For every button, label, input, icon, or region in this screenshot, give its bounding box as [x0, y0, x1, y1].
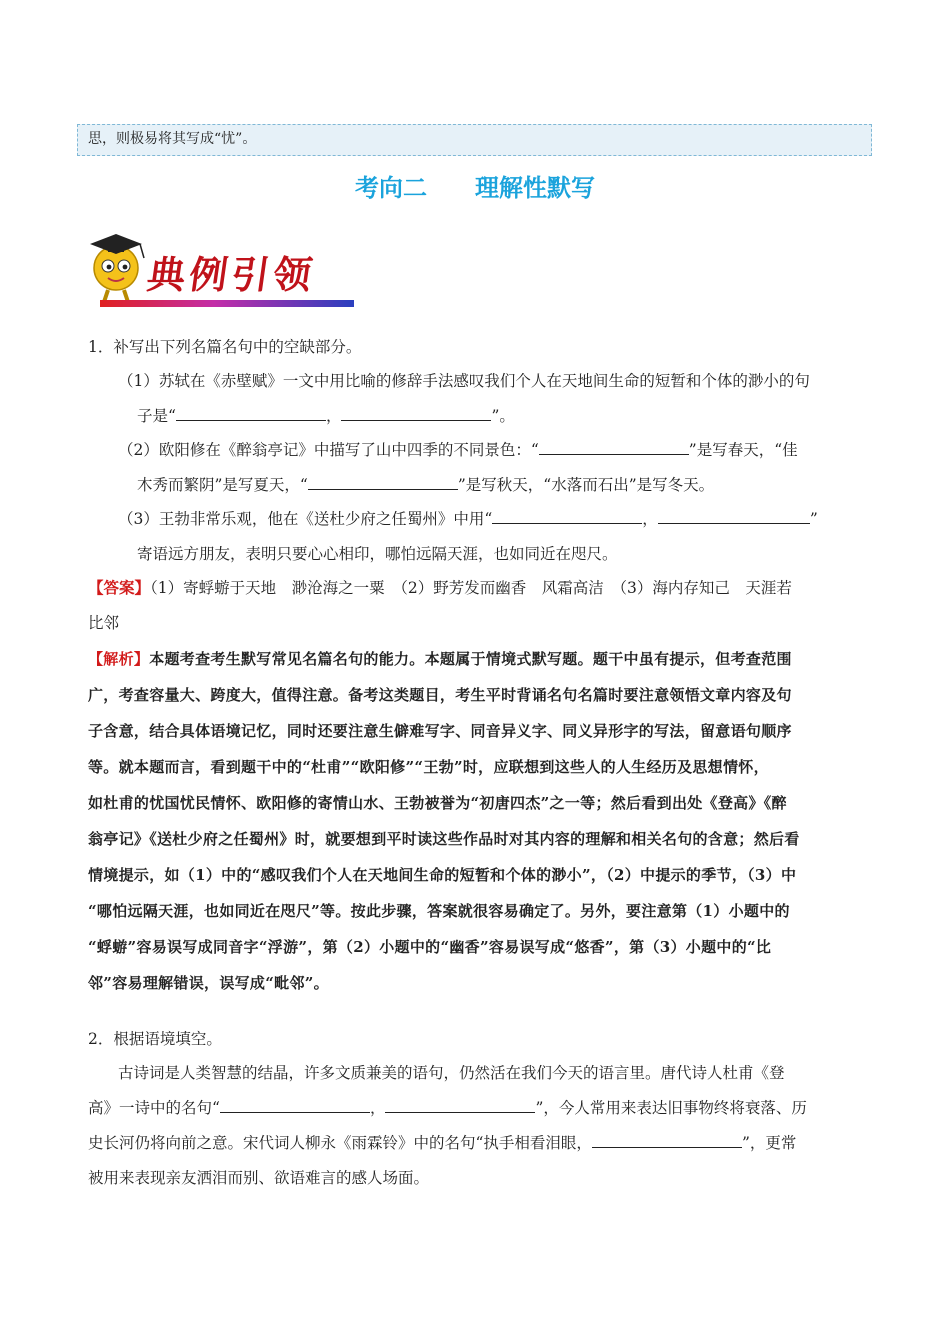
analysis-line: “蜉蝣”容易误写成同音字“浮游”，第（2）小题中的“幽香”容易误写成“悠香”，第（3）小题中的“比 — [88, 938, 772, 956]
q1-s2-line1: （2）欧阳修在《醉翁亭记》中描写了山中四季的不同景色：“ ”是写春天，“佳 — [118, 441, 798, 459]
analysis-line: 如杜甫的忧国忧民情怀、欧阳修的寄情山水、王勃被誉为“初唐四杰”之一等；然后看到出处《登高》《醉 — [88, 794, 787, 812]
blank[interactable] — [539, 440, 689, 455]
blank[interactable] — [492, 509, 642, 524]
analysis-label: 【解析】 — [88, 650, 150, 668]
q2-stem: 2．根据语境填空。 — [88, 1030, 222, 1048]
analysis-line: 子含意，结合具体语境记忆，同时还要注意生僻难写字、同音异义字、同义异形字的写法，留意语句顺序 — [88, 722, 792, 740]
note-box — [77, 124, 872, 156]
blank[interactable] — [658, 509, 810, 524]
analysis-line: 等。就本题而言，看到题干中的“杜甫”“欧阳修”“王勃”时，应联想到这些人的人生经历及思想情怀， — [88, 758, 769, 776]
q1-s3-line2: 寄语远方朋友，表明只要心心相印，哪怕远隔天涯，也如同近在咫尺。 — [137, 545, 618, 563]
analysis-line: 【解析】本题考查考生默写常见名篇名句的能力。本题属于情境式默写题。题干中虽有提示，但考查范围 — [88, 650, 792, 668]
note-text: 思，则极易将其写成“忧”。 — [88, 131, 257, 147]
q1-s2-line2: 木秀而繁阴”是写夏天，“ ”是写秋天，“水落而石出”是写冬天。 — [137, 476, 715, 494]
blank[interactable] — [592, 1133, 742, 1148]
analysis-line: 广，考查容量大、跨度大，值得注意。备考这类题目，考生平时背诵名句名篇时要注意领悟文章内容及句 — [88, 686, 792, 704]
analysis-line: “哪怕远隔天涯，也如同近在咫尺”等。按此步骤，答案就很容易确定了。另外，要注意第（1）小题中的 — [88, 902, 790, 920]
q1-s1-line2: 子是“ ， ”。 — [137, 407, 515, 425]
q2-line2: 高》一诗中的名句“ ， ”，今人常用来表达旧事物终将衰落、历 — [88, 1099, 807, 1117]
q1-stem: 1．补写出下列名篇名句中的空缺部分。 — [88, 338, 362, 356]
blank[interactable] — [220, 1098, 370, 1113]
q1-s3-line1: （3）王勃非常乐观，他在《送杜少府之任蜀州》中用“ ， ” — [118, 510, 818, 528]
q1-s1-line1: （1）苏轼在《赤壁赋》一文中用比喻的修辞手法感叹我们个人在天地间生命的短暂和个体的渺小的句 — [118, 372, 810, 390]
blank[interactable] — [308, 475, 458, 490]
blank[interactable] — [385, 1098, 535, 1113]
q2-line3: 史长河仍将向前之意。宋代词人柳永《雨霖铃》中的名句“执手相看泪眼， ”，更常 — [88, 1134, 797, 1152]
banner-title: 典例引领 — [144, 252, 319, 297]
mascot-icon — [90, 234, 144, 302]
analysis-line: 情境提示，如（1）中的“感叹我们个人在天地间生命的短暂和个体的渺小”，（2）中提示的季节，（3）中 — [88, 866, 797, 884]
q2-line1: 古诗词是人类智慧的结晶，许多文质兼美的语句，仍然活在我们今天的语言里。唐代诗人杜甫《登 — [118, 1064, 785, 1082]
analysis-line: 翁亭记》《送杜少府之任蜀州》时，就要想到平时读这些作品时对其内容的理解和相关名句的含意；然后看 — [88, 830, 800, 848]
blank[interactable] — [341, 406, 491, 421]
blank[interactable] — [176, 406, 326, 421]
banner-underline — [100, 300, 354, 307]
answer-line2: 比邻 — [88, 614, 120, 632]
q2-line4: 被用来表现亲友洒泪而别、欲语难言的感人场面。 — [88, 1169, 430, 1187]
answer-line1: 【答案】（1）寄蜉蝣于天地 渺沧海之一粟 （2）野芳发而幽香 风霜高洁 （3）海内存知己 天涯若 — [88, 578, 792, 597]
section-title: 考向二 理解性默写 — [355, 174, 595, 202]
analysis-line: 邻”容易理解错误，误写成“毗邻”。 — [88, 974, 329, 992]
answer-label: 【答案】 — [88, 578, 151, 597]
